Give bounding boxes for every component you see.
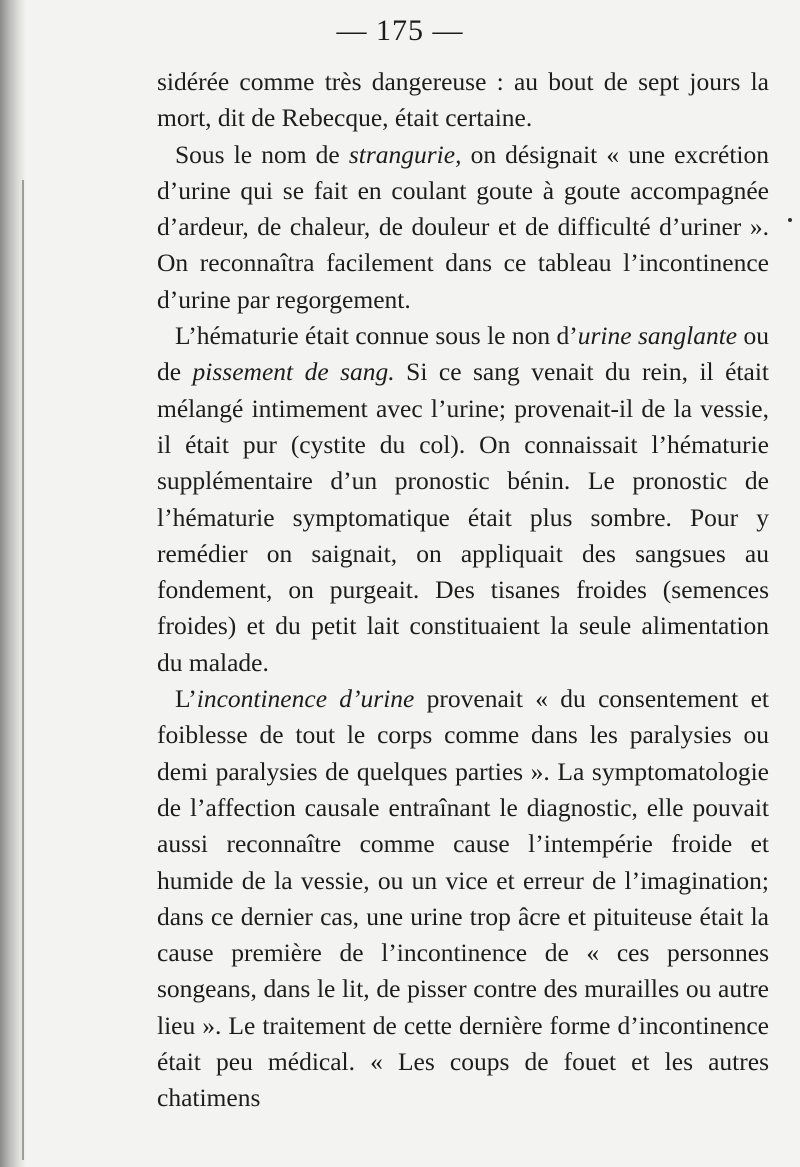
text-run: Sous le nom de <box>175 139 349 169</box>
print-speck <box>788 218 792 222</box>
text-run: provenait « du consentement et foiblesse de tout le corps comme dans les paralysies ou demi paralysies de quelques parties ». La symptomatologie de l’affection causale entraînant le diagnostic, elle pouvait aussi reconnaître comme cause l’intempérie froide et humide de la vessie, ou un vice et erreur de l’imagination; dans ce dernier cas, une urine trop âcre et pituiteuse était la cause première de l’incontinence de « ces personnes songeans, dans le lit, de pisser contre des murailles ou autre lieu ». Le traitement de cette dernière forme d’incontinence était peu médical. « Les coups de fouet et les autres chatimens <box>157 684 769 1113</box>
page-number: — 175 — <box>336 14 464 47</box>
paragraph-p3 <box>157 318 769 681</box>
italic-term: urine sanglante <box>577 321 738 351</box>
text-run: on désignait « une excrétion d’urine qui se fait en coulant goute à goute accompagnée d’ardeur, de chaleur, de douleur et de difficulté d’uriner ». On reconnaîtra facilement dans ce tableau l’incontinence d’urine par regorgement. <box>157 139 769 314</box>
italic-term: pissement de sang. <box>192 357 395 387</box>
paragraph-p4 <box>157 681 769 1117</box>
paragraph-p1 <box>157 64 769 137</box>
text-run: L’hématurie était connue sous le non d’ <box>175 321 578 351</box>
body-text <box>157 64 769 1117</box>
text-run: ou de <box>157 321 769 387</box>
binding-gutter-line <box>22 180 24 1160</box>
text-run: Si ce sang venait du rein, il était mélangé intimement avec l’urine; provenait-il de la vessie, il était pur (cystite du col). On connaissait l’hématurie supplémentaire d’un pronostic bénin. Le pronostic de l’hématurie symptomatique était plus sombre. Pour y remédier on saignait, on appliquait des sangsues au fondement, on purgeait. Des tisanes froides (semences froides) et du petit lait constituaient la seule alimentation du malade. <box>157 357 770 677</box>
italic-term: incontinence d’urine <box>196 684 415 714</box>
text-run: L’ <box>175 684 197 714</box>
text-run: sidérée comme très dangereuse : au bout de sept jours la mort, dit de Rebecque, était certaine. <box>157 67 769 133</box>
paragraph-p2 <box>157 137 769 318</box>
italic-term: strangurie, <box>348 139 462 169</box>
